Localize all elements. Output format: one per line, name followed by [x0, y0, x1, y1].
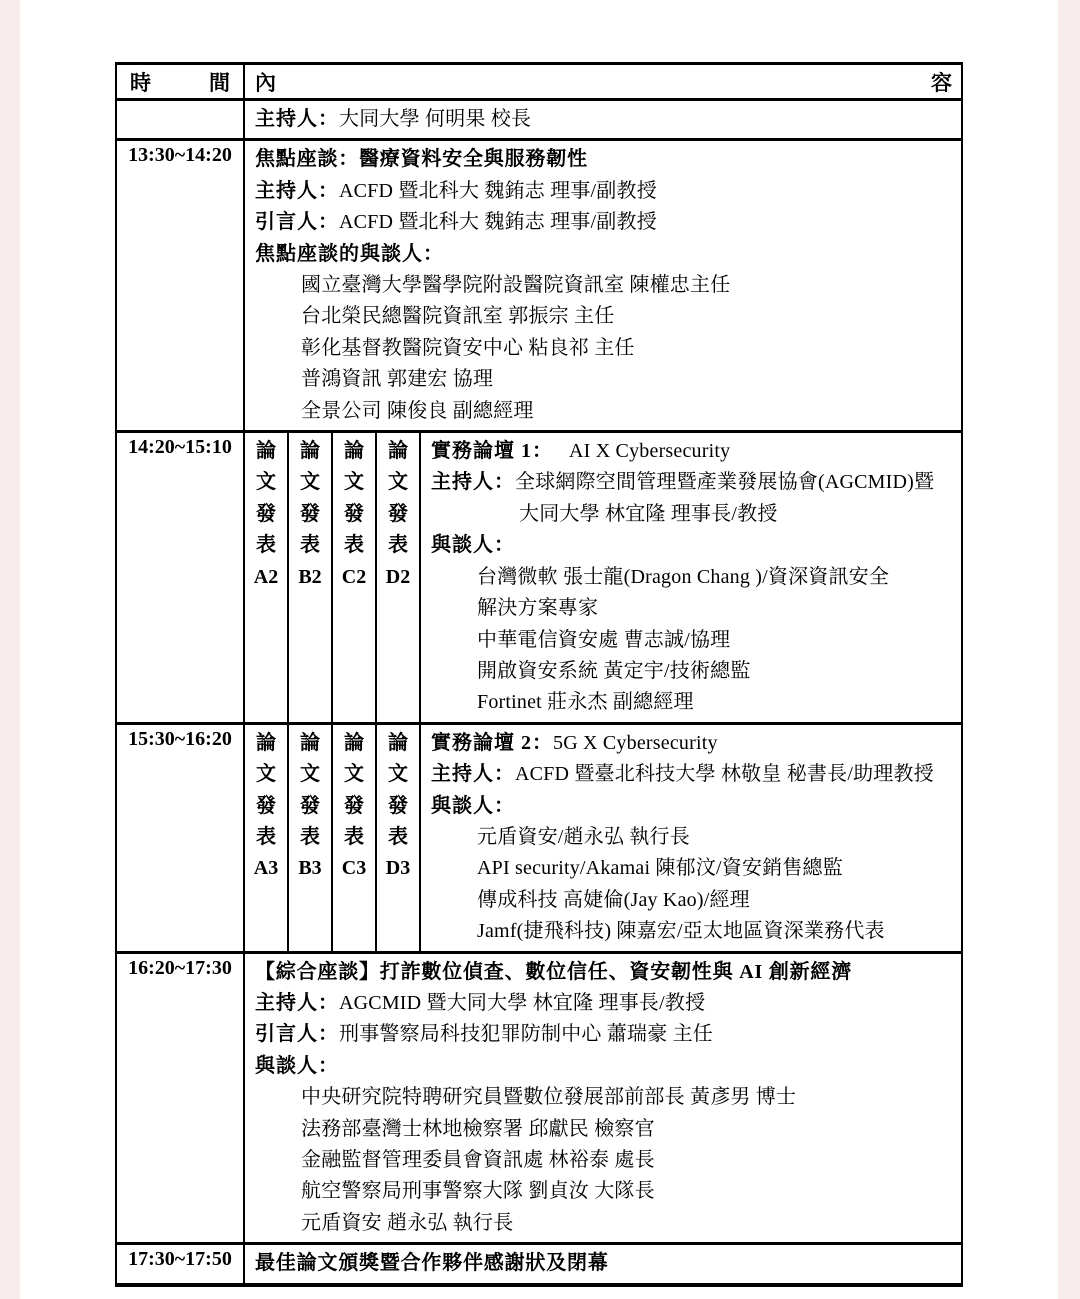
paper-track-char: 文	[388, 763, 408, 786]
schedule-row	[117, 725, 961, 954]
paper-track-code: B2	[298, 565, 322, 588]
paper-track-char: 文	[300, 763, 320, 786]
paper-track-char: 論	[344, 440, 364, 463]
session-title-line	[431, 728, 955, 759]
content-cell	[421, 725, 961, 951]
time-cell	[117, 101, 245, 138]
paper-track-char: 文	[344, 763, 364, 786]
paper-track-code: A3	[253, 857, 279, 880]
role-text: AGCMID 暨大同大學 林宜隆 理事長/教授	[339, 991, 706, 1014]
speaker-item: 中央研究院特聘研究員暨數位發展部前部長 黃彥男 博士	[301, 1086, 797, 1109]
paper-track-char: 表	[344, 534, 364, 557]
content-column-header	[245, 65, 961, 98]
time-column-header	[117, 65, 245, 98]
role-label: 引言人：	[255, 1023, 339, 1046]
role-text-continuation: 大同大學 林宜隆 理事長/教授	[519, 502, 778, 525]
content-cell	[245, 141, 961, 430]
role-label: 與談人：	[431, 534, 515, 557]
role-label: 主持人：	[431, 763, 515, 786]
session-title-text: 5G X Cybersecurity	[553, 731, 718, 754]
role-line	[255, 1051, 955, 1082]
table-header-row	[117, 65, 961, 101]
speaker-item: 全景公司 陳俊良 副總經理	[301, 399, 534, 422]
paper-track-char: 發	[300, 502, 320, 525]
role-label: 主持人：	[431, 471, 515, 494]
role-label: 主持人：	[255, 991, 339, 1014]
paper-track-char: 文	[256, 471, 276, 494]
paper-track-column	[289, 725, 333, 951]
session-title: 【綜合座談】打詐數位偵查、數位信任、資安韌性與 AI 創新經濟	[255, 960, 853, 983]
paper-track-char: 表	[344, 825, 364, 848]
paper-track-char: 論	[300, 440, 320, 463]
role-line	[255, 104, 955, 135]
role-text: ACFD 暨臺北科技大學 林敬皇 秘書長/助理教授	[515, 763, 934, 786]
speaker-item: 台北榮民總醫院資訊室 郭振宗 主任	[301, 305, 615, 328]
paper-track-column	[377, 433, 421, 722]
speaker-item: Fortinet 莊永杰 副總經理	[477, 691, 694, 714]
speaker-item: 彰化基督教醫院資安中心 粘良祁 主任	[301, 336, 635, 359]
paper-track-char: 發	[388, 502, 408, 525]
speaker-item: 法務部臺灣士林地檢察署 邱獻民 檢察官	[301, 1117, 655, 1140]
time-cell: 15:30~16:20	[117, 725, 245, 951]
paper-track-char: 論	[388, 440, 408, 463]
session-title: 最佳論文頒獎暨合作夥伴感謝狀及閉幕	[255, 1252, 609, 1275]
speaker-item: API security/Akamai 陳郁汶/資安銷售總監	[477, 857, 843, 880]
role-label: 主持人：	[255, 179, 339, 202]
time-header-char-left: 時	[130, 70, 151, 95]
content-header-char-right: 容	[931, 70, 952, 95]
speaker-item: 航空警察局刑事警察大隊 劉貞汝 大隊長	[301, 1180, 655, 1203]
paper-track-char: 論	[256, 440, 276, 463]
role-line	[431, 530, 955, 561]
role-text: 大同大學 何明果 校長	[339, 108, 532, 130]
time-cell: 14:20~15:10	[117, 433, 245, 722]
schedule-row	[117, 141, 961, 433]
paper-track-char: 論	[344, 731, 364, 754]
document-page	[20, 0, 1058, 1299]
session-title-label: 實務論壇 1：	[431, 440, 553, 463]
paper-track-column	[245, 725, 289, 951]
speaker-item: 開啟資安系統 黃定宇/技術總監	[477, 659, 751, 682]
role-text: 刑事警察局科技犯罪防制中心 蕭瑞豪 主任	[339, 1023, 713, 1046]
paper-track-code: B3	[298, 857, 322, 880]
role-label: 引言人：	[255, 211, 339, 234]
schedule-row	[117, 101, 961, 141]
paper-track-char: 表	[300, 825, 320, 848]
role-label: 焦點座談的與談人：	[255, 242, 444, 265]
paper-track-column	[377, 725, 421, 951]
speaker-item: 解決方案專家	[477, 597, 599, 620]
paper-track-code: C2	[341, 565, 367, 588]
speaker-item: Jamf(捷飛科技) 陳嘉宏/亞太地區資深業務代表	[477, 920, 885, 943]
role-line	[431, 759, 955, 790]
content-cell	[245, 101, 961, 138]
paper-track-char: 發	[388, 794, 408, 817]
schedule-row	[117, 1245, 961, 1286]
time-cell: 13:30~14:20	[117, 141, 245, 430]
speaker-item: 元盾資安 趙永弘 執行長	[301, 1211, 514, 1234]
time-header-char-right: 間	[209, 70, 230, 95]
session-title-line	[431, 436, 955, 467]
speaker-item: 傳成科技 高婕倫(Jay Kao)/經理	[477, 888, 750, 911]
schedule-row	[117, 433, 961, 725]
paper-track-code: C3	[341, 857, 367, 880]
role-text: ACFD 暨北科大 魏銪志 理事/副教授	[339, 211, 657, 234]
paper-track-code: D3	[385, 857, 411, 880]
time-cell: 17:30~17:50	[117, 1245, 245, 1282]
role-line	[255, 176, 955, 207]
session-title-label: 實務論壇 2：	[431, 731, 553, 754]
time-cell: 16:20~17:30	[117, 954, 245, 1243]
paper-track-char: 發	[256, 502, 276, 525]
paper-track-char: 發	[256, 794, 276, 817]
paper-track-char: 文	[300, 471, 320, 494]
session-title-text: AI X Cybersecurity	[569, 440, 731, 463]
role-text: 全球網際空間管理暨產業發展協會(AGCMID)暨	[515, 471, 935, 494]
paper-track-column	[245, 433, 289, 722]
role-line	[431, 467, 955, 498]
speaker-item: 台灣微軟 張士龍(Dragon Chang )/資深資訊安全	[477, 565, 890, 588]
paper-track-char: 發	[344, 502, 364, 525]
paper-track-code: A2	[253, 565, 279, 588]
paper-track-char: 論	[388, 731, 408, 754]
paper-track-char: 表	[388, 534, 408, 557]
role-line	[255, 239, 955, 270]
speaker-item: 國立臺灣大學醫學院附設醫院資訊室 陳權忠主任	[301, 274, 731, 297]
paper-track-char: 文	[256, 763, 276, 786]
session-title: 焦點座談：醫療資料安全與服務韌性	[255, 148, 588, 171]
role-label: 與談人：	[431, 794, 515, 817]
paper-track-char: 表	[388, 825, 408, 848]
paper-track-char: 發	[344, 794, 364, 817]
speaker-item: 中華電信資安處 曹志誠/協理	[477, 628, 731, 651]
paper-track-char: 表	[256, 534, 276, 557]
paper-track-column	[333, 725, 377, 951]
paper-track-char: 表	[300, 534, 320, 557]
role-line	[431, 791, 955, 822]
content-cell	[245, 954, 961, 1243]
content-cell	[245, 1245, 961, 1282]
role-text: ACFD 暨北科大 魏銪志 理事/副教授	[339, 179, 657, 202]
paper-track-char: 發	[300, 794, 320, 817]
role-label: 主持人：	[255, 108, 339, 130]
paper-track-column	[289, 433, 333, 722]
role-line	[255, 207, 955, 238]
speaker-item: 元盾資安/趙永弘 執行長	[477, 825, 690, 848]
schedule-row	[117, 954, 961, 1246]
role-line	[255, 1019, 955, 1050]
role-line	[255, 988, 955, 1019]
agenda-table	[115, 62, 963, 1287]
speaker-item: 金融監督管理委員會資訊處 林裕泰 處長	[301, 1149, 655, 1171]
role-label: 與談人：	[255, 1054, 339, 1077]
content-header-char-left: 內	[255, 70, 276, 95]
paper-track-code: D2	[385, 565, 411, 588]
paper-track-char: 文	[344, 471, 364, 494]
paper-track-char: 論	[300, 731, 320, 754]
content-cell	[421, 433, 961, 722]
paper-track-char: 文	[388, 471, 408, 494]
paper-track-char: 表	[256, 825, 276, 848]
paper-track-column	[333, 433, 377, 722]
paper-track-char: 論	[256, 731, 276, 754]
speaker-item: 普鴻資訊 郭建宏 協理	[301, 368, 494, 391]
